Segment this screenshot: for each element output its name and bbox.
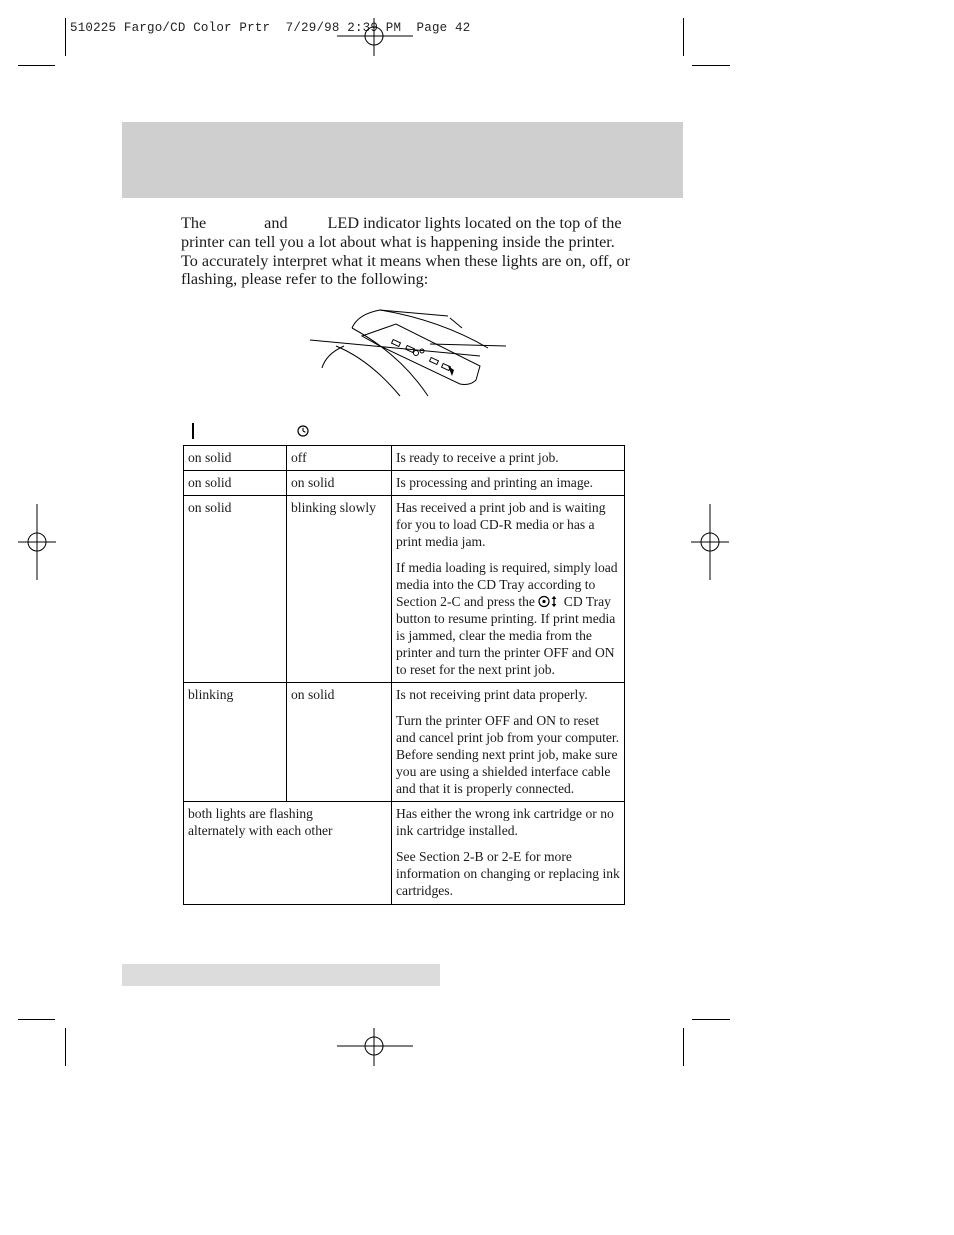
header-band <box>122 122 683 198</box>
registration-mark-right <box>691 504 731 582</box>
meaning-text: Has either the wrong ink cartridge or no ink cartridge installed. <box>396 806 614 838</box>
meaning-cell <box>392 802 625 905</box>
power-light-cell: on solid <box>184 471 287 496</box>
table-row <box>184 446 625 471</box>
status-light-cell: off <box>287 446 392 471</box>
footer-band <box>122 964 440 986</box>
table-row <box>184 802 625 905</box>
meaning-text-before-icon: If media loading is required, simply load media into the CD Tray according to Section 2-C and press the <box>396 560 618 609</box>
meaning-cell <box>392 446 625 471</box>
meaning-cell <box>392 496 625 683</box>
clock-icon <box>297 425 309 437</box>
registration-mark-bottom <box>335 1028 415 1068</box>
meaning-text: Is not receiving print data properly. <box>396 687 588 702</box>
meaning-text: Is processing and printing an image. <box>396 475 594 490</box>
table-row <box>184 683 625 802</box>
power-light-cell: blinking <box>184 683 287 802</box>
registration-mark-top <box>335 18 415 58</box>
led-status-table <box>183 445 625 905</box>
meaning-text: See Section 2-B or 2-E for more information on changing or replacing ink cartridges. <box>396 849 620 898</box>
registration-mark-left <box>18 504 58 582</box>
meaning-cell <box>392 683 625 802</box>
status-light-cell: on solid <box>287 471 392 496</box>
intro-text-and: and <box>264 214 288 232</box>
intro-text-rest: LED indicator lights located on the top of the printer can tell you a lot about what is happening inside the printer. To accurately interpret what it means when these lights are on, off, or flashing, please refer to the following: <box>181 214 630 289</box>
print-slug-line: 510225 Fargo/CD Color Prtr 7/29/98 2:39 PM Page 42 <box>70 21 471 35</box>
intro-paragraph <box>181 214 631 289</box>
meaning-cell <box>392 471 625 496</box>
status-light-cell: on solid <box>287 683 392 802</box>
table-row <box>184 496 625 683</box>
power-light-cell: on solid <box>184 446 287 471</box>
combined-lights-cell: both lights are flashing alternately with each other <box>184 802 392 905</box>
cd-tray-button-icon <box>538 595 560 608</box>
meaning-text: Is ready to receive a print job. <box>396 450 559 465</box>
printer-led-illustration <box>300 300 520 410</box>
power-light-cell: on solid <box>184 496 287 683</box>
table-row <box>184 471 625 496</box>
meaning-text: Has received a print job and is waiting for you to load CD-R media or has a print media jam. <box>396 500 606 549</box>
meaning-text: Turn the printer OFF and ON to reset and cancel print job from your computer. Before sending next print job, make sure you are using a shielded interface cable and that it is properly connected. <box>396 713 620 796</box>
meaning-text-after-icon: CD Tray button to resume printing. If print media is jammed, clear the media from the printer and turn the printer OFF and ON to reset for the next print job. <box>396 594 616 677</box>
power-bar-icon <box>192 423 194 439</box>
intro-text-start: The <box>181 214 207 232</box>
meaning-text <box>396 559 620 678</box>
status-light-cell: blinking slowly <box>287 496 392 683</box>
